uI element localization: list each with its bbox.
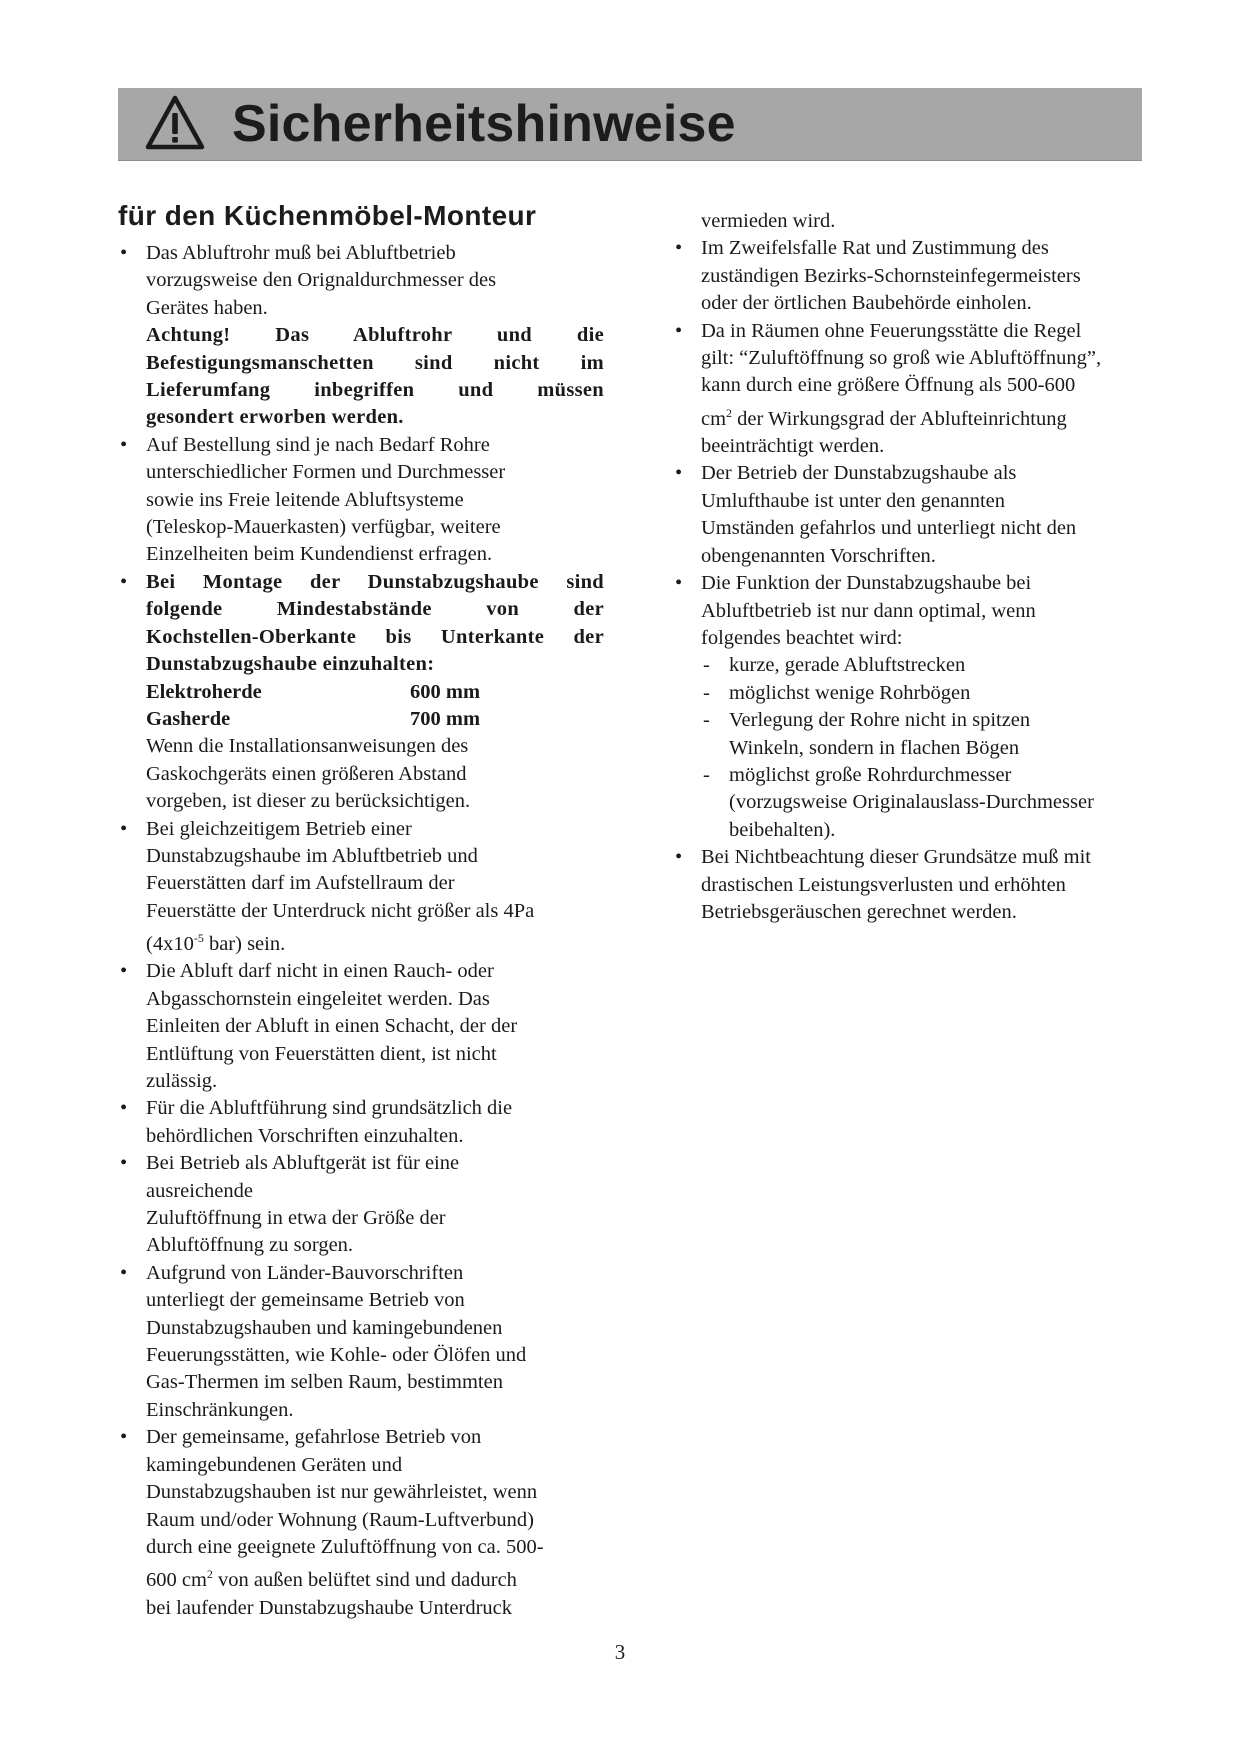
text-line: Abluftbetrieb ist nur dann optimal, wenn — [701, 599, 1036, 622]
distance-label: Gasherde — [146, 707, 231, 730]
formula-line — [146, 1561, 604, 1594]
text-line: • Bei gleichzeitigem Betrieb einer — [146, 817, 412, 840]
text-line: • Die Funktion der Dunstabzugshaube bei — [701, 572, 1032, 595]
text-line: Umlufthaube ist unter den genannten — [701, 489, 1005, 512]
formula-base: (4x10 — [146, 932, 194, 955]
warning-text-line: • Bei Montage der Dunstabzugshaube sind — [146, 570, 604, 593]
text-line: ausreichende — [146, 1179, 253, 1202]
text-line: Dunstabzugshaube im Abluftbetrieb und — [146, 844, 478, 867]
list-item — [118, 1260, 604, 1424]
text-line: durch eine geeignete Zuluftöffnung von ca. 500- — [146, 1535, 544, 1558]
distance-row-gas — [146, 706, 604, 733]
text-line: • Aufgrund von Länder-Bauvorschriften — [146, 1261, 464, 1284]
text-line: Abluftöffnung zu sorgen. — [146, 1234, 354, 1257]
text-line: obengenannten Vorschriften. — [701, 544, 936, 567]
warning-triangle-icon — [144, 94, 206, 152]
list-item — [118, 240, 604, 432]
text-line: unterliegt der gemeinsame Betrieb von — [146, 1289, 465, 1312]
section-subtitle: für den Küchenmöbel-Monteur — [118, 200, 537, 231]
text-line: drastischen Leistungsverlusten und erhöhten — [701, 873, 1066, 896]
list-item — [118, 1150, 604, 1260]
text-line: - Verlegung der Rohre nicht in spitzen — [729, 709, 1031, 732]
text-line: oder der örtlichen Baubehörde einholen. — [701, 292, 1032, 315]
text-line: • Im Zweifelsfalle Rat und Zustimmung des — [701, 237, 1049, 260]
text-line: folgendes beachtet wird: — [701, 626, 903, 649]
text-line: gilt: “Zuluftöffnung so groß wie Abluftöffnung”, — [701, 347, 1102, 370]
text-line: (Teleskop-Mauerkasten) verfügbar, weitere — [146, 516, 501, 539]
formula-exponent: 2 — [726, 405, 733, 420]
text-line: Feuerstätten darf im Aufstellraum der — [146, 872, 455, 895]
sub-list-item — [701, 762, 1143, 844]
text-line: (vorzugsweise Originalauslass-Durchmesser — [729, 791, 1094, 814]
text-line: • Auf Bestellung sind je nach Bedarf Rohre — [146, 433, 490, 456]
distance-label: Elektroherde — [146, 680, 262, 703]
text-line: beeinträchtigt werden. — [701, 435, 885, 458]
text-line: - möglichst wenige Rohrbögen — [729, 681, 971, 704]
text-line: Abgasschornstein eingeleitet werden. Das — [146, 987, 490, 1010]
text-line: • Bei Betrieb als Abluftgerät ist für eine — [146, 1152, 460, 1175]
text-line: behördlichen Vorschriften einzuhalten. — [146, 1124, 464, 1147]
text-line: beibehalten). — [729, 818, 836, 841]
text-line: - kurze, gerade Abluftstrecken — [729, 654, 966, 677]
warning-text-line: Kochstellen-Oberkante bis Unterkante der — [146, 625, 604, 648]
left-column — [118, 198, 604, 1622]
text-line: vorgeben, ist dieser zu berücksichtigen. — [146, 790, 471, 813]
distance-value: 700 mm — [410, 707, 481, 730]
safety-list-right — [673, 235, 1143, 926]
section-header-bar — [118, 88, 1142, 161]
text-line: Entlüftung von Feuerstätten dient, ist nicht — [146, 1042, 497, 1065]
text-line: Gerätes haben. — [146, 296, 268, 319]
text-line: • Die Abluft darf nicht in einen Rauch- oder — [146, 960, 494, 983]
text-line: Gas-Thermen im selben Raum, bestimmten — [146, 1371, 503, 1394]
formula-exponent: 2 — [206, 1567, 213, 1582]
text-line: • Der Betrieb der Dunstabzugshaube als — [701, 462, 1017, 485]
text-line: kann durch eine größere Öffnung als 500-600 — [701, 374, 1076, 397]
warning-text-line: folgende Mindestabstände von der — [146, 598, 604, 621]
text-line: sowie ins Freie leitende Abluftsysteme — [146, 488, 464, 511]
right-column — [673, 208, 1143, 926]
warning-text-line: Dunstabzugshaube einzuhalten: — [146, 653, 435, 676]
list-item — [673, 235, 1143, 317]
requirement-sublist — [701, 652, 1143, 844]
text-line: Winkeln, sondern in flachen Bögen — [729, 736, 1020, 759]
formula-rest: von außen belüftet sind und dadurch — [212, 1569, 517, 1592]
text-line: • Das Abluftrohr muß bei Abluftbetrieb — [146, 242, 456, 264]
text-line: Feuerstätte der Unterdruck nicht größer als 4Pa — [146, 899, 535, 922]
text-line: zulässig. — [146, 1070, 218, 1093]
text-line: Dunstabzugshauben und kamingebundenen — [146, 1316, 503, 1339]
text-line: • Da in Räumen ohne Feuerungsstätte die Regel — [701, 319, 1082, 342]
list-item — [118, 1424, 604, 1622]
formula-line — [146, 925, 604, 958]
warning-text-line: Befestigungsmanschetten sind nicht im — [146, 351, 604, 374]
list-item — [118, 432, 604, 569]
text-line: Umständen gefahrlos und unterliegt nicht den — [701, 517, 1077, 540]
text-line: Feuerungsstätten, wie Kohle- oder Ölöfen und — [146, 1344, 527, 1367]
sub-list-item — [701, 652, 1143, 679]
text-line: vorzugsweise den Orignaldurchmesser des — [146, 269, 497, 292]
distance-row-electric — [146, 679, 604, 706]
formula-exponent: -5 — [193, 931, 204, 946]
text-line: zuständigen Bezirks-Schornsteinfegermeisters — [701, 264, 1081, 287]
text-line: kamingebundenen Geräten und — [146, 1453, 403, 1476]
continuation-text: vermieden wird. — [701, 210, 836, 232]
page-number: 3 — [614, 1640, 626, 1664]
list-item — [118, 816, 604, 959]
text-line: • Bei Nichtbeachtung dieser Grundsätze muß mit — [701, 846, 1091, 869]
text-line: Gaskochgeräts einen größeren Abstand — [146, 762, 467, 785]
text-line: Wenn die Installationsanweisungen des — [146, 735, 469, 758]
text-line: bei laufender Dunstabzugshaube Unterdruck — [146, 1596, 513, 1619]
sub-list-item — [701, 680, 1143, 707]
list-item — [673, 318, 1143, 461]
safety-list-left — [118, 240, 604, 1622]
text-line: Betriebsgeräuschen gerechnet werden. — [701, 900, 1017, 923]
formula-line — [701, 400, 1143, 433]
formula-rest: bar) sein. — [203, 932, 286, 955]
list-item — [673, 844, 1143, 926]
list-item — [118, 1095, 604, 1150]
text-line: Einschränkungen. — [146, 1398, 294, 1421]
text-line: Einleiten der Abluft in einen Schacht, der der — [146, 1015, 518, 1038]
sub-list-item — [701, 707, 1143, 762]
warning-text-line: Achtung! Das Abluftrohr und die — [146, 324, 604, 347]
distance-value: 600 mm — [410, 680, 481, 703]
warning-text-line: Lieferumfang inbegriffen und müssen — [146, 379, 604, 402]
list-item — [673, 460, 1143, 570]
formula-base: cm — [701, 407, 727, 430]
list-item — [673, 570, 1143, 844]
text-line: unterschiedlicher Formen und Durchmesser — [146, 461, 506, 484]
warning-text-line: gesondert erworben werden. — [146, 406, 404, 429]
text-line: Einzelheiten beim Kundendienst erfragen. — [146, 543, 493, 566]
text-line: Dunstabzugshauben ist nur gewährleistet, wenn — [146, 1481, 538, 1504]
formula-base: 600 cm — [146, 1569, 207, 1592]
text-line: • Für die Abluftführung sind grundsätzlich die — [146, 1097, 513, 1120]
text-line: Raum und/oder Wohnung (Raum-Luftverbund) — [146, 1508, 534, 1531]
list-item — [118, 569, 604, 816]
text-line: Zuluftöffnung in etwa der Größe der — [146, 1207, 446, 1230]
formula-rest: der Wirkungsgrad der Ablufteinrichtung — [732, 407, 1067, 430]
page-title: Sicherheitshinweise — [232, 95, 736, 153]
text-line: - möglichst große Rohrdurchmesser — [729, 763, 1012, 786]
list-item — [118, 958, 604, 1095]
text-line: • Der gemeinsame, gefahrlose Betrieb von — [146, 1426, 482, 1449]
